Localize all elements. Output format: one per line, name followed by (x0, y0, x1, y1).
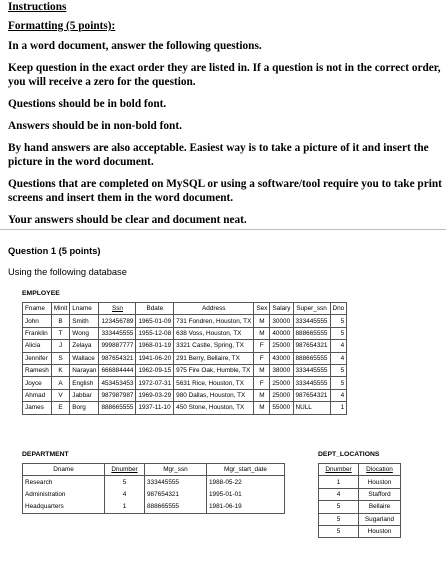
column-header: Lname (70, 303, 99, 315)
table-cell: 5 (330, 327, 347, 339)
table-cell: Jabbar (70, 389, 99, 401)
instructions-title: Instructions (8, 1, 67, 13)
table-row (23, 501, 285, 513)
table-cell: 1955-12-08 (136, 327, 174, 339)
table-cell: 40000 (270, 327, 293, 339)
table-cell: 888665555 (145, 501, 207, 513)
table-cell: 999887777 (99, 340, 136, 352)
table-cell: Bellaire (359, 501, 401, 513)
table-cell: M (254, 327, 270, 339)
table-cell: 638 Voss, Houston, TX (174, 327, 254, 339)
table-cell: 731 Fondren, Houston, TX (174, 315, 254, 327)
table-cell: 975 Fire Oak, Humble, TX (174, 364, 254, 376)
table-cell: Joyce (23, 377, 52, 389)
column-header: Dname (23, 464, 105, 476)
table-cell: 333445555 (293, 364, 330, 376)
table-cell: 5 (105, 476, 145, 488)
table-cell: Administration (25, 490, 66, 498)
department-table (22, 463, 285, 514)
table-cell: 1 (105, 501, 145, 513)
table-cell: Ahmad (23, 389, 52, 401)
table-cell: James (23, 402, 52, 414)
table-cell: 5 (330, 377, 347, 389)
table-cell: A (51, 377, 70, 389)
table-cell: T (51, 327, 70, 339)
table-cell: NULL (293, 402, 330, 414)
table-cell: 1941-06-20 (136, 352, 174, 364)
table-cell: 450 Stone, Houston, TX (174, 402, 254, 414)
table-cell: F (254, 340, 270, 352)
column-header: Super_ssn (293, 303, 330, 315)
table-row (319, 501, 401, 513)
table-cell: 1988-05-22 (207, 476, 285, 488)
table-cell: 666884444 (99, 364, 136, 376)
table-cell: S (51, 352, 70, 364)
table-cell: 30000 (270, 315, 293, 327)
table-cell: J (51, 340, 70, 352)
column-header: Sex (254, 303, 270, 315)
department-table-title: DEPARTMENT (22, 451, 69, 458)
table-cell: 25000 (270, 340, 293, 352)
table-cell: 4 (330, 389, 347, 401)
table-cell: M (254, 315, 270, 327)
table-cell: 5 (319, 501, 359, 513)
column-header: Salary (270, 303, 293, 315)
table-cell: 1 (330, 402, 347, 414)
table-cell: 333445555 (293, 315, 330, 327)
formatting-title: Formatting (5 points): (8, 20, 116, 32)
table-cell: K (51, 364, 70, 376)
table-cell: 1962-09-15 (136, 364, 174, 376)
column-header: Dnumber (105, 464, 145, 476)
table-cell: Houston (359, 525, 401, 537)
table-cell: 5 (330, 315, 347, 327)
table-cell: Smith (70, 315, 99, 327)
table-cell: 1981-06-19 (207, 501, 285, 513)
table-cell: Jennifer (23, 352, 52, 364)
table-cell: 453453453 (99, 377, 136, 389)
instruction-line: Your answers should be clear and document neat. (8, 214, 247, 226)
column-header: Address (174, 303, 254, 315)
table-cell: 987654321 (293, 389, 330, 401)
instruction-line: In a word document, answer the following questions. (8, 40, 262, 52)
table-cell: 987654321 (99, 352, 136, 364)
table-cell: 43000 (270, 352, 293, 364)
table-cell: Franklin (23, 327, 52, 339)
table-row (23, 377, 347, 389)
table-cell: 1995-01-01 (207, 488, 285, 500)
table-cell: Alicia (23, 340, 52, 352)
table-cell: Research (25, 478, 53, 486)
column-header: Dnumber (319, 464, 359, 476)
table-cell: 987654321 (293, 340, 330, 352)
column-header: Mgr_start_date (207, 464, 285, 476)
table-cell: 4 (105, 488, 145, 500)
table-cell: 25000 (270, 377, 293, 389)
table-row (23, 340, 347, 352)
table-row (23, 402, 347, 414)
employee-table-title: EMPLOYEE (22, 290, 60, 297)
table-cell: 5631 Rice, Houston, TX (174, 377, 254, 389)
dept-locations-table (318, 463, 401, 538)
table-cell: M (254, 364, 270, 376)
column-header: Bdate (136, 303, 174, 315)
table-row (23, 389, 347, 401)
table-cell: V (51, 389, 70, 401)
instructions-section (8, 0, 444, 227)
table-cell: 888665555 (99, 402, 136, 414)
table-cell: 291 Berry, Bellaire, TX (174, 352, 254, 364)
table-cell: Ramesh (23, 364, 52, 376)
table-cell: 987654321 (145, 488, 207, 500)
table-row (23, 476, 285, 488)
table-cell: 25000 (270, 389, 293, 401)
table-cell: F (254, 377, 270, 389)
column-header: Mgr_ssn (145, 464, 207, 476)
table-row (319, 476, 401, 488)
table-row (319, 525, 401, 537)
instruction-line: By hand answers are also acceptable. Easiest way is to take a picture of it and insert the picture in the word document. (8, 142, 429, 168)
table-cell: 980 Dallas, Houston, TX (174, 389, 254, 401)
column-header: Fname (23, 303, 52, 315)
table-cell: 1972-07-31 (136, 377, 174, 389)
instruction-line: Questions should be in bold font. (8, 98, 167, 110)
table-cell: 1 (319, 476, 359, 488)
table-cell: 5 (330, 364, 347, 376)
divider (0, 229, 446, 230)
table-cell: 333445555 (99, 327, 136, 339)
table-cell: 5 (319, 525, 359, 537)
table-cell: 55000 (270, 402, 293, 414)
column-header: Dno (330, 303, 347, 315)
table-cell: English (70, 377, 99, 389)
table-cell: 3321 Castle, Spring, TX (174, 340, 254, 352)
table-row (23, 352, 347, 364)
table-row (319, 488, 401, 500)
column-header: Minit (51, 303, 70, 315)
table-cell: 888665555 (293, 327, 330, 339)
table-cell: Borg (70, 402, 99, 414)
instruction-line: Keep question in the exact order they are listed in. If a question is not in the correct order, you will receive a zero for the question. (8, 62, 441, 88)
table-cell: John (23, 315, 52, 327)
table-cell: 5 (319, 513, 359, 525)
table-cell: 4 (330, 352, 347, 364)
table-cell: 987987987 (99, 389, 136, 401)
table-cell: Wallace (70, 352, 99, 364)
table-row (23, 327, 347, 339)
table-cell: B (51, 315, 70, 327)
table-cell: Stafford (359, 488, 401, 500)
table-cell: 333445555 (145, 476, 207, 488)
table-cell: Zelaya (70, 340, 99, 352)
table-cell: 888665555 (293, 352, 330, 364)
table-cell: M (254, 402, 270, 414)
table-row (319, 513, 401, 525)
column-header: Dlocation (359, 464, 401, 476)
dept-locations-table-title: DEPT_LOCATIONS (318, 451, 380, 458)
table-cell: 1937-11-10 (136, 402, 174, 414)
question-text: Using the following database (8, 267, 127, 277)
table-cell: Houston (359, 476, 401, 488)
table-cell: M (254, 389, 270, 401)
table-cell: Narayan (70, 364, 99, 376)
table-cell: Headquarters (25, 503, 64, 511)
table-cell: 4 (330, 340, 347, 352)
table-cell: 38000 (270, 364, 293, 376)
table-cell: 123456789 (99, 315, 136, 327)
table-cell: 1965-01-09 (136, 315, 174, 327)
table-row (23, 315, 347, 327)
table-cell: E (51, 402, 70, 414)
table-cell: 1968-01-19 (136, 340, 174, 352)
employee-table (22, 302, 347, 415)
table-row (23, 364, 347, 376)
table-cell: 333445555 (293, 377, 330, 389)
column-header: Ssn (99, 303, 136, 315)
table-cell: Wong (70, 327, 99, 339)
table-cell: 4 (319, 488, 359, 500)
table-cell: F (254, 352, 270, 364)
table-row (23, 488, 285, 500)
question-title: Question 1 (5 points) (8, 246, 101, 256)
table-cell: Sugarland (359, 513, 401, 525)
table-cell: 1969-03-29 (136, 389, 174, 401)
instruction-line: Questions that are completed on MySQL or using a software/tool require you to take print screens and insert them in the word document. (8, 178, 442, 204)
instruction-line: Answers should be in non-bold font. (8, 120, 182, 132)
